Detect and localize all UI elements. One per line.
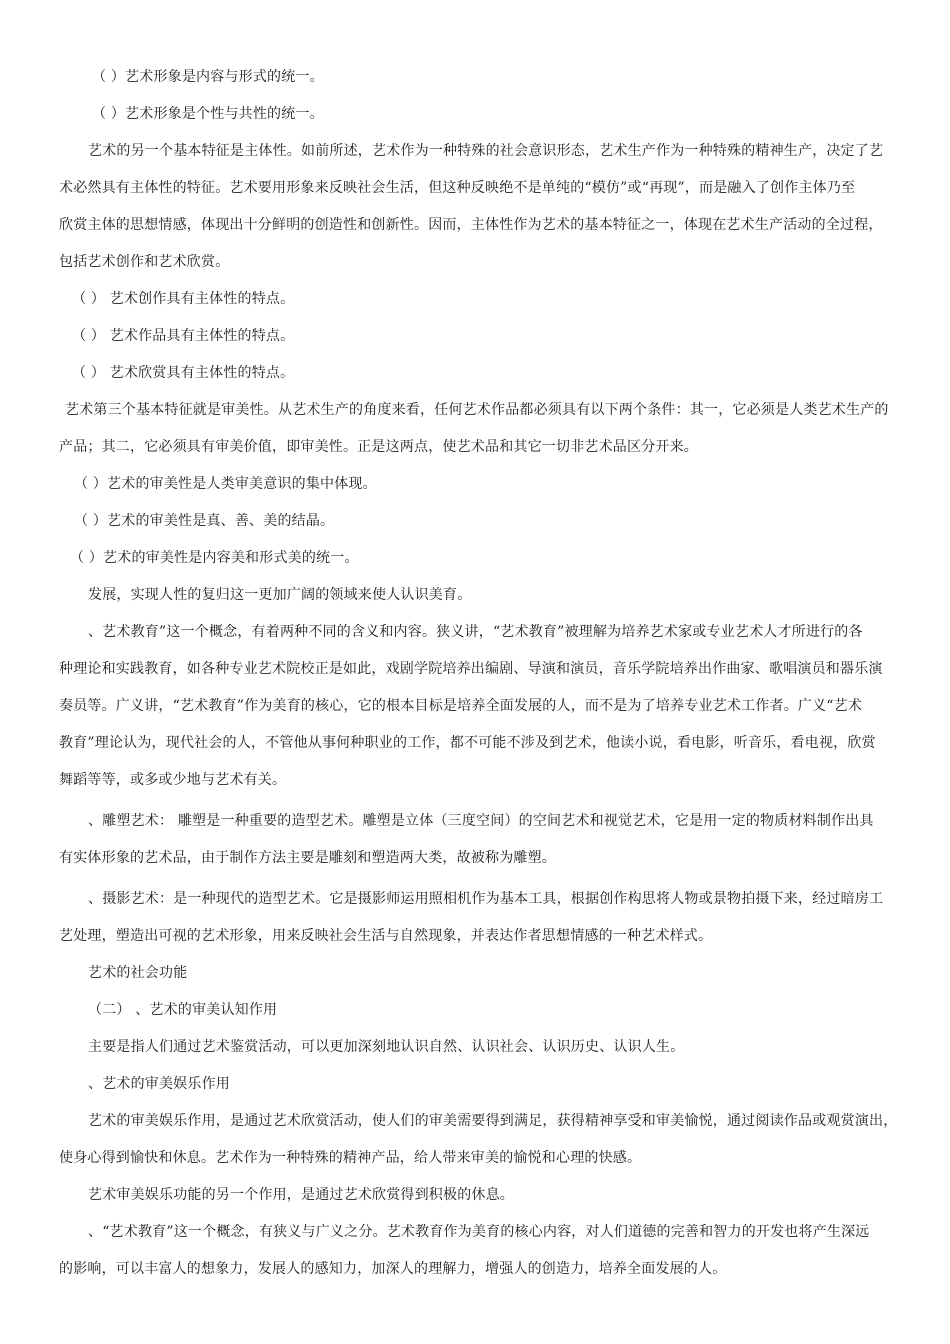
text-line: 艺术的审美娱乐作用，是通过艺术欣赏活动，使人们的审美需要得到满足，获得精神享受和审美愉悦，通过阅读作品或观赏演出， [88,1113,898,1129]
text-line: 使身心得到愉快和休息。艺术作为一种特殊的精神产品，给人带来审美的愉悦和心理的快感。 [59,1150,642,1166]
text-line: 、摄影艺术：是一种现代的造型艺术。它是摄影师运用照相机作为基本工具，根据创作构思将人物或景物拍摄下来，经过暗房工 [88,891,884,907]
text-line: 包括艺术创作和艺术欣赏。 [59,254,230,270]
text-line: （ ）艺术的审美性是人类审美意识的集中体现。 [74,476,377,492]
text-line: 舞蹈等等，或多或少地与艺术有关。 [59,772,287,788]
text-line: 艺术审美娱乐功能的另一个作用，是通过艺术欣赏得到积极的休息。 [88,1187,514,1203]
text-line: 、艺术教育”这一个概念，有着两种不同的含义和内容。狭义讲，“艺术教育”被理解为培养艺术家或专业艺术人才所进行的各 [88,624,863,640]
text-line: （ ）艺术形象是内容与形式的统一。 [92,69,324,85]
text-line: 产品；其二，它必须具有审美价值，即审美性。正是这两点，使艺术品和其它一切非艺术品区分开来。 [59,439,698,455]
text-line: 、艺术的审美娱乐作用 [88,1076,230,1092]
text-line: 欣赏主体的思想情感，体现出十分鲜明的创造性和创新性。因而，主体性作为艺术的基本特征之一，体现在艺术生产活动的全过程， [59,217,883,233]
text-line: 教育”理论认为，现代社会的人，不管他从事何种职业的工作，都不可能不涉及到艺术，他读小说，看电影，听音乐，看电视，欣赏 [59,735,876,751]
text-line: 艺术的另一个基本特征是主体性。如前所述，艺术作为一种特殊的社会意识形态，艺术生产作为一种特殊的精神生产，决定了艺 [88,143,884,159]
text-line: 奏员等。广义讲，“艺术教育”作为美育的核心，它的根本目标是培养全面发展的人，而不是为了培养专业艺术工作者。广义“艺术 [59,698,863,714]
text-line: 艺处理，塑造出可视的艺术形象，用来反映社会生活与自然现象，并表达作者思想情感的一种艺术样式。 [59,928,713,944]
text-line: 术必然具有主体性的特征。艺术要用形象来反映社会生活，但这种反映绝不是单纯的“模仿”或“再现”，而是融入了创作主体乃至 [59,180,856,196]
text-line: （ ）艺术的审美性是真、善、美的结晶。 [74,513,335,529]
text-line: 发展，实现人性的复归这一更加广阔的领域来使人认识美育。 [88,587,472,603]
text-line: （二） 、艺术的审美认知作用 [88,1002,278,1018]
text-line: 有实体形象的艺术品，由于制作方法主要是雕刻和塑造两大类，故被称为雕塑。 [59,850,556,866]
text-line: 种理论和实践教育，如各种专业艺术院校正是如此，戏剧学院培养出编剧、导演和演员，音乐学院培养出作曲家、歌唱演员和器乐演 [59,661,883,677]
text-line: （ ） 艺术作品具有主体性的特点。 [72,328,295,344]
text-line: 的影响，可以丰富人的想象力，发展人的感知力，加深人的理解力，增强人的创造力，培养全面发展的人。 [59,1261,727,1277]
text-line: 、“艺术教育”这一个概念，有狭义与广义之分。艺术教育作为美育的核心内容，对人们道德的完善和智力的开发也将产生深远 [88,1224,870,1240]
text-line: （ ）艺术的审美性是内容美和形式美的统一。 [70,550,359,566]
text-line: （ ）艺术形象是个性与共性的统一。 [92,106,324,122]
text-line: 艺术第三个基本特征就是审美性。从艺术生产的角度来看，任何艺术作品都必须具有以下两个条件：其一，它必须是人类艺术生产的 [65,402,889,418]
text-line: （ ） 艺术创作具有主体性的特点。 [72,291,295,307]
text-line: 主要是指人们通过艺术鉴赏活动，可以更加深刻地认识自然、认识社会、认识历史、认识人生。 [88,1039,685,1055]
text-line: 、雕塑艺术： 雕塑是一种重要的造型艺术。雕塑是立体（三度空间）的空间艺术和视觉艺术，它是用一定的物质材料制作出具 [88,813,874,829]
text-line: （ ） 艺术欣赏具有主体性的特点。 [72,365,295,381]
text-line: 艺术的社会功能 [88,965,188,981]
